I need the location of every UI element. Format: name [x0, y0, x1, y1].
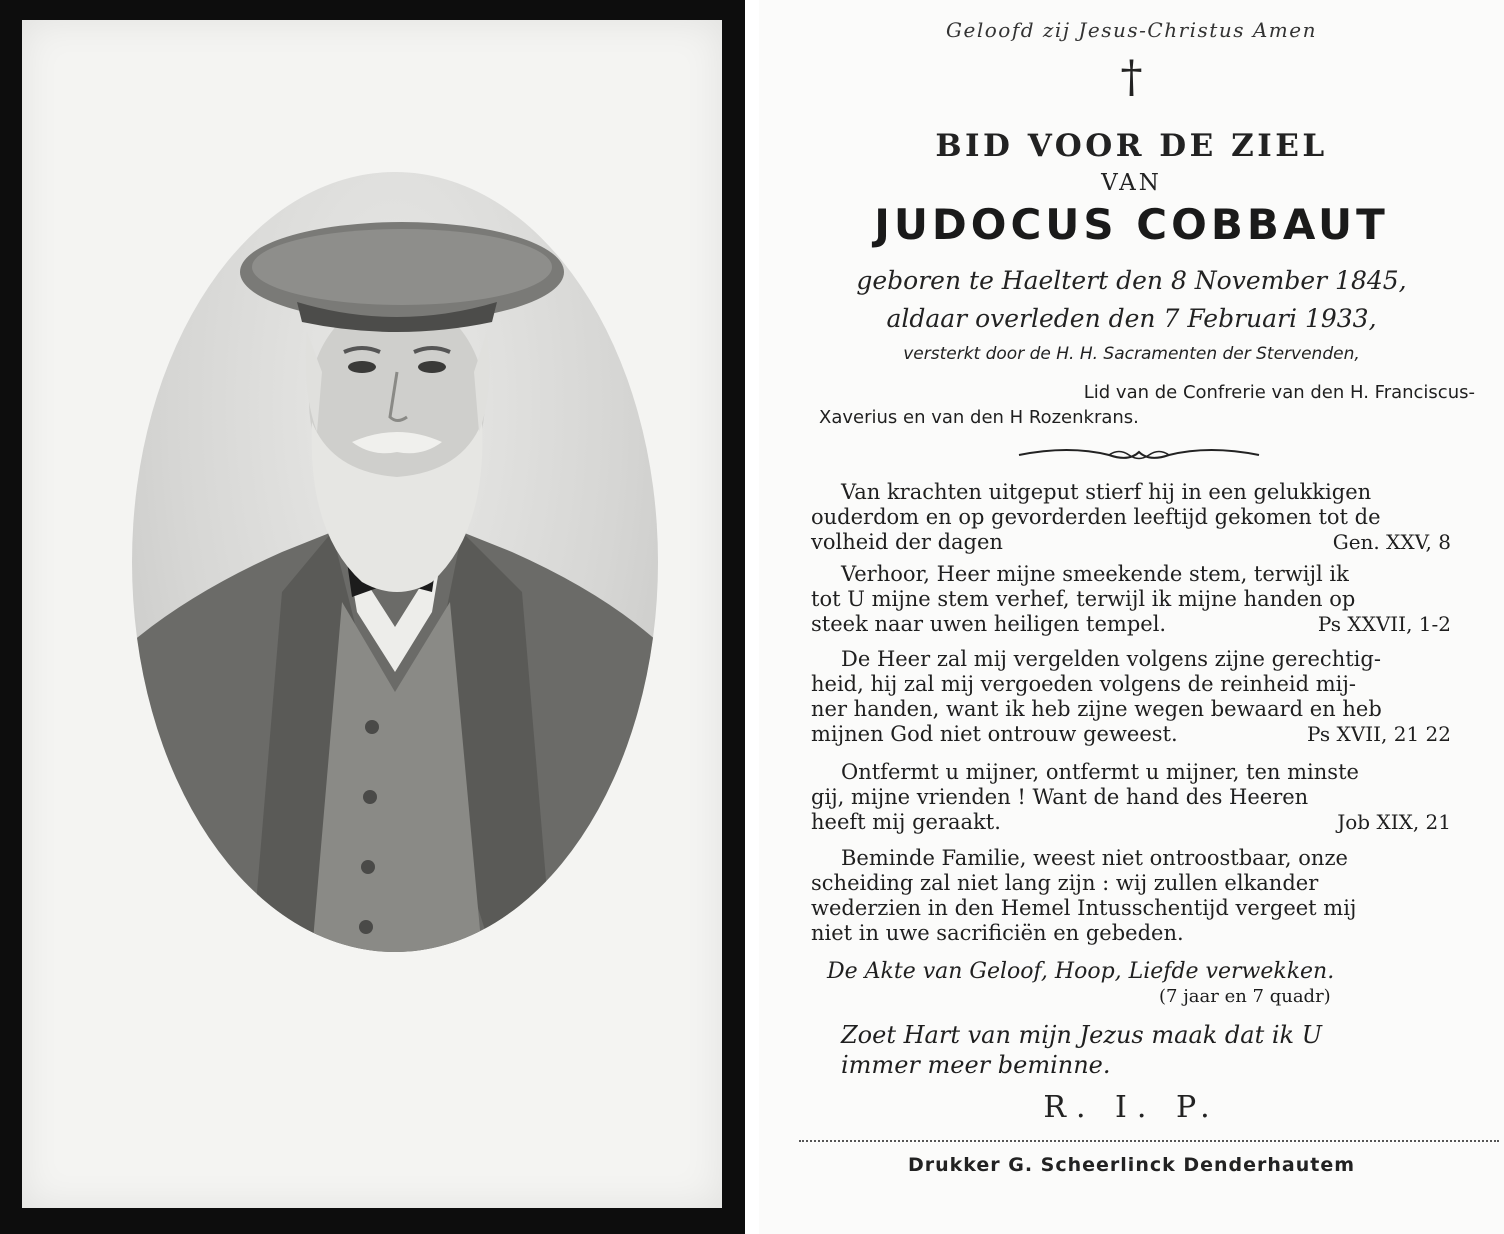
verse-4-line-2: gij, mijne vrienden ! Want de hand des Heeren: [811, 785, 1309, 809]
verse-2-line-3: steek naar uwen heiligen tempel.: [811, 612, 1167, 636]
verse-4-line-3: heeft mij geraakt.: [811, 810, 1001, 834]
akte-indulgence: (7 jaar en 7 quadr): [1159, 986, 1331, 1007]
membership-line-2: Xaverius en van den H Rozenkrans.: [819, 407, 1139, 428]
card-title-van: VAN: [1101, 170, 1162, 196]
zoet-hart-prayer: [841, 1020, 1486, 1080]
dotted-divider: [799, 1140, 1499, 1142]
membership-line-1: Lid van de Confrerie van den H. Franciscus-: [1083, 382, 1475, 403]
deceased-name: JUDOCUS COBBAUT: [874, 200, 1389, 249]
verse-4-reference: Job XIX, 21: [1337, 810, 1451, 834]
zoet-line-2: immer meer beminne.: [841, 1051, 1111, 1079]
verse-2-line-1: Verhoor, Heer mijne smeekende stem, terwijl ik: [841, 562, 1349, 586]
verse-1-reference: Gen. XXV, 8: [1332, 530, 1451, 554]
verse-5-line-3: wederzien in den Hemel Intusschentijd vergeet mij: [811, 896, 1357, 920]
card-title: BID VOOR DE ZIEL: [935, 128, 1328, 164]
prayer-card: [759, 0, 1504, 1234]
verse-4-line-1: Ontfermt u mijner, ontfermt u mijner, ten minste: [841, 760, 1359, 784]
verse-4: [811, 760, 1491, 835]
verse-1-line-1: Van krachten uitgeput stierf hij in een gelukkigen: [841, 480, 1372, 504]
verse-2-reference: Ps XXVII, 1-2: [1317, 612, 1451, 636]
ornament-divider: [1009, 440, 1269, 470]
verse-1: [811, 480, 1491, 555]
verse-2-line-2: tot U mijne stem verhef, terwijl ik mijne handen op: [811, 587, 1356, 611]
membership-block: [815, 380, 1475, 430]
photo-card: [22, 20, 722, 1208]
zoet-line-1: Zoet Hart van mijn Jezus maak dat ik U: [841, 1021, 1322, 1049]
header-blessing: Geloofd zij Jesus-Christus Amen: [946, 18, 1317, 42]
verse-3: [811, 647, 1491, 747]
verse-3-line-3: ner handen, want ik heb zijne wegen bewaard en heb: [811, 697, 1382, 721]
verse-2: [811, 562, 1491, 637]
verse-3-line-1: De Heer zal mij vergelden volgens zijne gerechtig-: [841, 647, 1381, 671]
verse-5-line-4: niet in uwe sacrificiën en gebeden.: [811, 921, 1184, 945]
verse-5-line-1: Beminde Familie, weest niet ontroostbaar, onze: [841, 846, 1348, 870]
verse-3-line-2: heid, hij zal mij vergoeden volgens de reinheid mij-: [811, 672, 1356, 696]
verse-5-line-2: scheiding zal niet lang zijn : wij zullen elkander: [811, 871, 1319, 895]
verse-1-line-3: volheid der dagen: [811, 530, 1003, 554]
death-line: aldaar overleden den 7 Februari 1933,: [886, 304, 1377, 333]
birth-line: geboren te Haeltert den 8 November 1845,: [856, 266, 1407, 295]
verse-3-reference: Ps XVII, 21 22: [1307, 722, 1451, 746]
akte-line: De Akte van Geloof, Hoop, Liefde verwekken.: [827, 959, 1335, 984]
panel-divider: [745, 0, 759, 1234]
cross-icon: †: [1120, 52, 1143, 103]
verse-3-line-4: mijnen God niet ontrouw geweest.: [811, 722, 1178, 746]
sacraments-line: versterkt door de H. H. Sacramenten der Stervenden,: [903, 344, 1360, 364]
printer-credit: Drukker G. Scheerlinck Denderhautem: [907, 1154, 1356, 1176]
portrait-photo: [132, 172, 658, 952]
verse-5: [811, 846, 1491, 946]
photo-panel: [0, 0, 745, 1234]
verse-1-line-2: ouderdom en op gevorderden leeftijd gekomen tot de: [811, 505, 1381, 529]
rip-text: R. I. P.: [1043, 1090, 1220, 1125]
